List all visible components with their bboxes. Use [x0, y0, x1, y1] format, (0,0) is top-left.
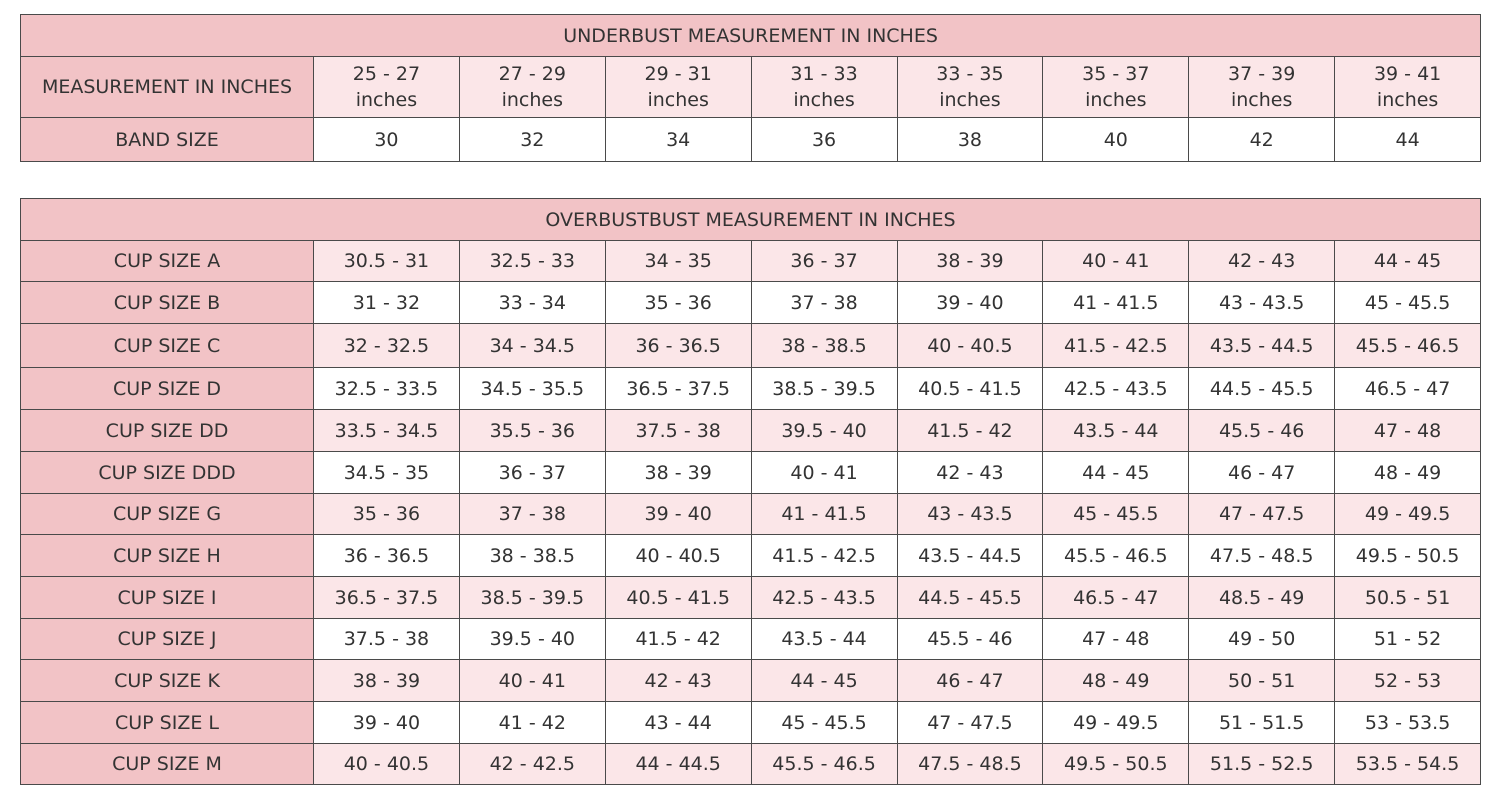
cup-size-value-cell: 42.5 - 43.5	[1043, 368, 1189, 410]
cup-size-value-cell: 39 - 40	[605, 494, 751, 535]
cup-size-label: CUP SIZE DD	[21, 410, 314, 452]
range-unit: inches	[501, 89, 564, 111]
range-value: 31 - 33	[790, 63, 858, 85]
cup-size-row	[21, 452, 1481, 494]
cup-size-value-cell: 47 - 48	[1043, 619, 1189, 660]
cup-size-value-cell: 38 - 39	[605, 452, 751, 494]
cup-size-value-cell: 53 - 53.5	[1335, 702, 1481, 744]
cup-size-value-cell: 42 - 43	[1189, 241, 1335, 282]
cup-size-value-cell: 52 - 53	[1335, 660, 1481, 702]
cup-size-value-cell: 50.5 - 51	[1335, 577, 1481, 619]
cup-size-label: CUP SIZE D	[21, 368, 314, 410]
range-value: 25 - 27	[352, 63, 421, 85]
cup-size-row	[21, 241, 1481, 282]
cup-size-value-cell: 46 - 47	[1189, 452, 1335, 494]
band-size-label: BAND SIZE	[21, 118, 314, 162]
cup-size-value-cell: 40 - 41	[751, 452, 897, 494]
cup-size-value-cell: 43 - 43.5	[897, 494, 1043, 535]
cup-size-value-cell: 42 - 43	[605, 660, 751, 702]
cup-size-row	[21, 702, 1481, 744]
cup-size-value-cell: 41.5 - 42	[897, 410, 1043, 452]
underbust-range-cell	[1335, 57, 1481, 118]
measurement-row	[21, 57, 1481, 118]
cup-size-value-cell: 36 - 37	[459, 452, 605, 494]
range-unit: inches	[1085, 89, 1147, 111]
cup-size-value-cell: 48 - 49	[1335, 452, 1481, 494]
cup-size-value-cell: 35.5 - 36	[459, 410, 605, 452]
cup-size-value-cell: 39.5 - 40	[459, 619, 605, 660]
cup-size-value-cell: 45.5 - 46	[1189, 410, 1335, 452]
cup-size-label: CUP SIZE J	[21, 619, 314, 660]
cup-size-value-cell: 43.5 - 44	[1043, 410, 1189, 452]
cup-size-label: CUP SIZE I	[21, 577, 314, 619]
cup-size-value-cell: 47 - 47.5	[1189, 494, 1335, 535]
cup-size-value-cell: 44 - 45	[751, 660, 897, 702]
cup-size-label: CUP SIZE DDD	[21, 452, 314, 494]
cup-size-value-cell: 44 - 44.5	[605, 744, 751, 785]
cup-size-value-cell: 30.5 - 31	[314, 241, 460, 282]
cup-size-value-cell: 33 - 34	[459, 282, 605, 324]
cup-size-value-cell: 51 - 52	[1335, 619, 1481, 660]
cup-size-row	[21, 535, 1481, 577]
range-value: 35 - 37	[1082, 63, 1150, 85]
band-size-cell: 36	[751, 118, 897, 162]
cup-size-value-cell: 45.5 - 46.5	[1043, 535, 1189, 577]
underbust-range-cell	[314, 57, 460, 118]
cup-size-value-cell: 49 - 50	[1189, 619, 1335, 660]
cup-size-value-cell: 46.5 - 47	[1043, 577, 1189, 619]
cup-size-value-cell: 32.5 - 33.5	[314, 368, 460, 410]
range-value: 39 - 41	[1373, 63, 1442, 85]
underbust-range-cell	[605, 57, 751, 118]
cup-size-value-cell: 41 - 41.5	[1043, 282, 1189, 324]
cup-size-value-cell: 36.5 - 37.5	[605, 368, 751, 410]
band-size-cell: 40	[1043, 118, 1189, 162]
band-size-cell: 32	[459, 118, 605, 162]
cup-size-value-cell: 32.5 - 33	[459, 241, 605, 282]
cup-size-row	[21, 660, 1481, 702]
cup-size-value-cell: 38 - 38.5	[751, 324, 897, 368]
cup-size-value-cell: 49.5 - 50.5	[1335, 535, 1481, 577]
underbust-title: UNDERBUST MEASUREMENT IN INCHES	[21, 15, 1481, 57]
cup-size-value-cell: 43.5 - 44	[751, 619, 897, 660]
underbust-title-row	[21, 15, 1481, 57]
underbust-range-cell	[1043, 57, 1189, 118]
cup-size-value-cell: 43 - 44	[605, 702, 751, 744]
cup-size-value-cell: 34 - 34.5	[459, 324, 605, 368]
cup-size-value-cell: 45 - 45.5	[1335, 282, 1481, 324]
range-unit: inches	[647, 89, 709, 111]
cup-size-label: CUP SIZE A	[21, 241, 314, 282]
cup-size-value-cell: 40 - 41	[1043, 241, 1189, 282]
band-size-cell: 30	[314, 118, 460, 162]
overbust-table	[20, 198, 1481, 785]
overbust-title-row	[21, 199, 1481, 241]
cup-size-value-cell: 43.5 - 44.5	[897, 535, 1043, 577]
cup-size-label: CUP SIZE M	[21, 744, 314, 785]
cup-size-value-cell: 45.5 - 46.5	[751, 744, 897, 785]
cup-size-value-cell: 36.5 - 37.5	[314, 577, 460, 619]
cup-size-label: CUP SIZE B	[21, 282, 314, 324]
cup-size-value-cell: 33.5 - 34.5	[314, 410, 460, 452]
cup-size-value-cell: 47 - 48	[1335, 410, 1481, 452]
cup-size-value-cell: 41.5 - 42.5	[1043, 324, 1189, 368]
cup-size-value-cell: 39.5 - 40	[751, 410, 897, 452]
cup-size-row	[21, 410, 1481, 452]
underbust-range-cell	[751, 57, 897, 118]
underbust-table	[20, 14, 1481, 162]
cup-size-value-cell: 40 - 41	[459, 660, 605, 702]
range-unit: inches	[1376, 89, 1439, 111]
range-value: 33 - 35	[936, 63, 1004, 85]
measurement-label: MEASUREMENT IN INCHES	[21, 57, 314, 118]
cup-size-value-cell: 43 - 43.5	[1189, 282, 1335, 324]
cup-size-value-cell: 41.5 - 42	[605, 619, 751, 660]
cup-size-label: CUP SIZE C	[21, 324, 314, 368]
band-size-row	[21, 118, 1481, 162]
cup-size-value-cell: 44.5 - 45.5	[897, 577, 1043, 619]
underbust-range-cell	[1189, 57, 1335, 118]
cup-size-value-cell: 35 - 36	[605, 282, 751, 324]
cup-size-value-cell: 41 - 41.5	[751, 494, 897, 535]
cup-size-value-cell: 50 - 51	[1189, 660, 1335, 702]
band-size-cell: 44	[1335, 118, 1481, 162]
cup-size-value-cell: 51 - 51.5	[1189, 702, 1335, 744]
cup-size-value-cell: 39 - 40	[897, 282, 1043, 324]
cup-size-row	[21, 368, 1481, 410]
cup-size-row	[21, 494, 1481, 535]
cup-size-value-cell: 31 - 32	[314, 282, 460, 324]
cup-size-value-cell: 49.5 - 50.5	[1043, 744, 1189, 785]
cup-size-value-cell: 34 - 35	[605, 241, 751, 282]
cup-size-value-cell: 47 - 47.5	[897, 702, 1043, 744]
band-size-cell: 38	[897, 118, 1043, 162]
underbust-range-cell	[459, 57, 605, 118]
cup-size-value-cell: 37 - 38	[751, 282, 897, 324]
range-value: 37 - 39	[1228, 63, 1296, 85]
cup-size-value-cell: 47.5 - 48.5	[1189, 535, 1335, 577]
cup-size-value-cell: 34.5 - 35.5	[459, 368, 605, 410]
cup-size-row	[21, 619, 1481, 660]
cup-size-row	[21, 282, 1481, 324]
cup-size-value-cell: 49 - 49.5	[1043, 702, 1189, 744]
band-size-cell: 42	[1189, 118, 1335, 162]
cup-size-label: CUP SIZE L	[21, 702, 314, 744]
range-unit: inches	[355, 89, 418, 111]
cup-size-value-cell: 32 - 32.5	[314, 324, 460, 368]
cup-size-label: CUP SIZE G	[21, 494, 314, 535]
overbust-title: OVERBUSTBUST MEASUREMENT IN INCHES	[21, 199, 1481, 241]
cup-size-value-cell: 45.5 - 46.5	[1335, 324, 1481, 368]
cup-size-value-cell: 37 - 38	[459, 494, 605, 535]
cup-size-value-cell: 41.5 - 42.5	[751, 535, 897, 577]
cup-size-value-cell: 38 - 39	[897, 241, 1043, 282]
cup-size-value-cell: 42.5 - 43.5	[751, 577, 897, 619]
cup-size-value-cell: 45.5 - 46	[897, 619, 1043, 660]
cup-size-value-cell: 37.5 - 38	[605, 410, 751, 452]
cup-size-value-cell: 38.5 - 39.5	[459, 577, 605, 619]
cup-size-value-cell: 46 - 47	[897, 660, 1043, 702]
cup-size-value-cell: 38 - 38.5	[459, 535, 605, 577]
cup-size-value-cell: 47.5 - 48.5	[897, 744, 1043, 785]
range-unit: inches	[793, 89, 855, 111]
cup-size-value-cell: 35 - 36	[314, 494, 460, 535]
cup-size-value-cell: 37.5 - 38	[314, 619, 460, 660]
range-value: 27 - 29	[498, 63, 566, 85]
cup-size-value-cell: 49 - 49.5	[1335, 494, 1481, 535]
cup-size-value-cell: 40 - 40.5	[314, 744, 460, 785]
cup-size-value-cell: 38.5 - 39.5	[751, 368, 897, 410]
cup-size-row	[21, 577, 1481, 619]
cup-size-value-cell: 48 - 49	[1043, 660, 1189, 702]
cup-size-value-cell: 48.5 - 49	[1189, 577, 1335, 619]
cup-size-value-cell: 41 - 42	[459, 702, 605, 744]
cup-size-value-cell: 38 - 39	[314, 660, 460, 702]
cup-size-value-cell: 51.5 - 52.5	[1189, 744, 1335, 785]
band-size-cell: 34	[605, 118, 751, 162]
cup-size-value-cell: 36 - 36.5	[605, 324, 751, 368]
cup-size-row	[21, 744, 1481, 785]
cup-size-value-cell: 40 - 40.5	[605, 535, 751, 577]
range-value: 29 - 31	[644, 63, 712, 85]
range-unit: inches	[1230, 89, 1293, 111]
cup-size-value-cell: 43.5 - 44.5	[1189, 324, 1335, 368]
cup-size-value-cell: 42 - 43	[897, 452, 1043, 494]
cup-size-value-cell: 36 - 37	[751, 241, 897, 282]
range-unit: inches	[939, 89, 1001, 111]
cup-size-value-cell: 36 - 36.5	[314, 535, 460, 577]
cup-size-row	[21, 324, 1481, 368]
cup-size-value-cell: 40.5 - 41.5	[897, 368, 1043, 410]
cup-size-label: CUP SIZE K	[21, 660, 314, 702]
cup-size-value-cell: 44 - 45	[1335, 241, 1481, 282]
cup-size-value-cell: 34.5 - 35	[314, 452, 460, 494]
cup-size-value-cell: 44 - 45	[1043, 452, 1189, 494]
cup-size-value-cell: 45 - 45.5	[1043, 494, 1189, 535]
cup-size-value-cell: 46.5 - 47	[1335, 368, 1481, 410]
cup-size-value-cell: 39 - 40	[314, 702, 460, 744]
underbust-range-cell	[897, 57, 1043, 118]
cup-size-label: CUP SIZE H	[21, 535, 314, 577]
cup-size-value-cell: 42 - 42.5	[459, 744, 605, 785]
cup-size-value-cell: 45 - 45.5	[751, 702, 897, 744]
cup-size-value-cell: 44.5 - 45.5	[1189, 368, 1335, 410]
cup-size-value-cell: 40.5 - 41.5	[605, 577, 751, 619]
cup-size-value-cell: 40 - 40.5	[897, 324, 1043, 368]
cup-size-value-cell: 53.5 - 54.5	[1335, 744, 1481, 785]
